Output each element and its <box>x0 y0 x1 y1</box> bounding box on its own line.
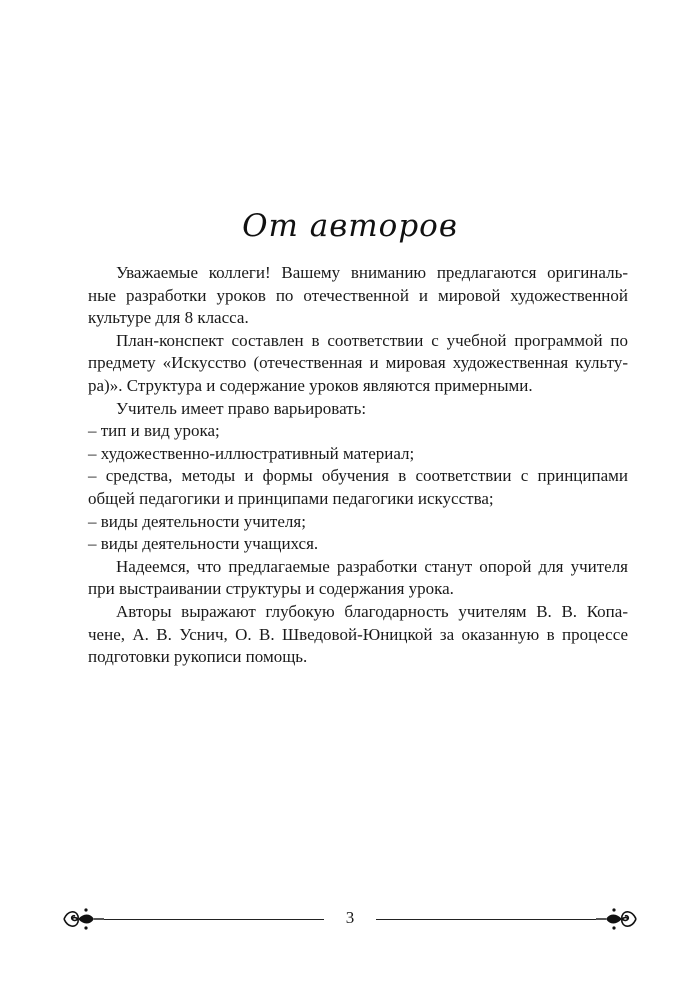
footer-rule-right <box>376 919 596 920</box>
paragraph-line: Авторы выражают глубокую благодарность учителям В. В. Копа- <box>116 601 628 621</box>
page-title: От авторов <box>242 208 458 244</box>
paragraph-line: предмету «Искусство (отечественная и мировая художественная культу- <box>88 353 628 373</box>
paragraph-line: Уважаемые коллеги! Вашему вниманию предлагаются оригиналь- <box>116 263 628 282</box>
list-item: – средства, методы и формы обучения в соответствии с принципами <box>88 466 628 486</box>
page-footer <box>60 900 640 940</box>
paragraph-line: культуре для 8 класса. <box>88 308 249 328</box>
list-item: – художественно-иллюстративный материал; <box>88 443 415 463</box>
list-item: – виды деятельности учащихся. <box>88 534 319 554</box>
paragraph-line: при выстраивании структуры и содержания урока. <box>88 579 454 599</box>
list-item-continuation: общей педагогики и принципами педагогики искусства; <box>88 488 494 508</box>
paragraph-line: ные разработки уроков по отечественной и мировой художественной <box>88 285 628 305</box>
list-item: – тип и вид урока; <box>88 421 220 441</box>
paragraph-line: Учитель имеет право варьировать: <box>116 398 367 418</box>
fleuron-right-icon <box>596 904 640 934</box>
page-number: 3 <box>345 908 355 927</box>
list-item: – виды деятельности учителя; <box>88 511 306 531</box>
paragraph-line: подготовки рукописи помощь. <box>88 647 308 667</box>
body-text <box>88 262 628 669</box>
paragraph-line: чене, А. В. Уснич, О. В. Шведовой-Юницкой за оказанную в процессе <box>88 624 628 644</box>
paragraph-line: Надеемся, что предлагаемые разработки станут опорой для учителя <box>116 556 628 576</box>
paragraph-line: ра)». Структура и содержание уроков являются примерными. <box>88 375 533 395</box>
paragraph-line: План-конспект составлен в соответствии с учебной программой по <box>116 330 628 350</box>
